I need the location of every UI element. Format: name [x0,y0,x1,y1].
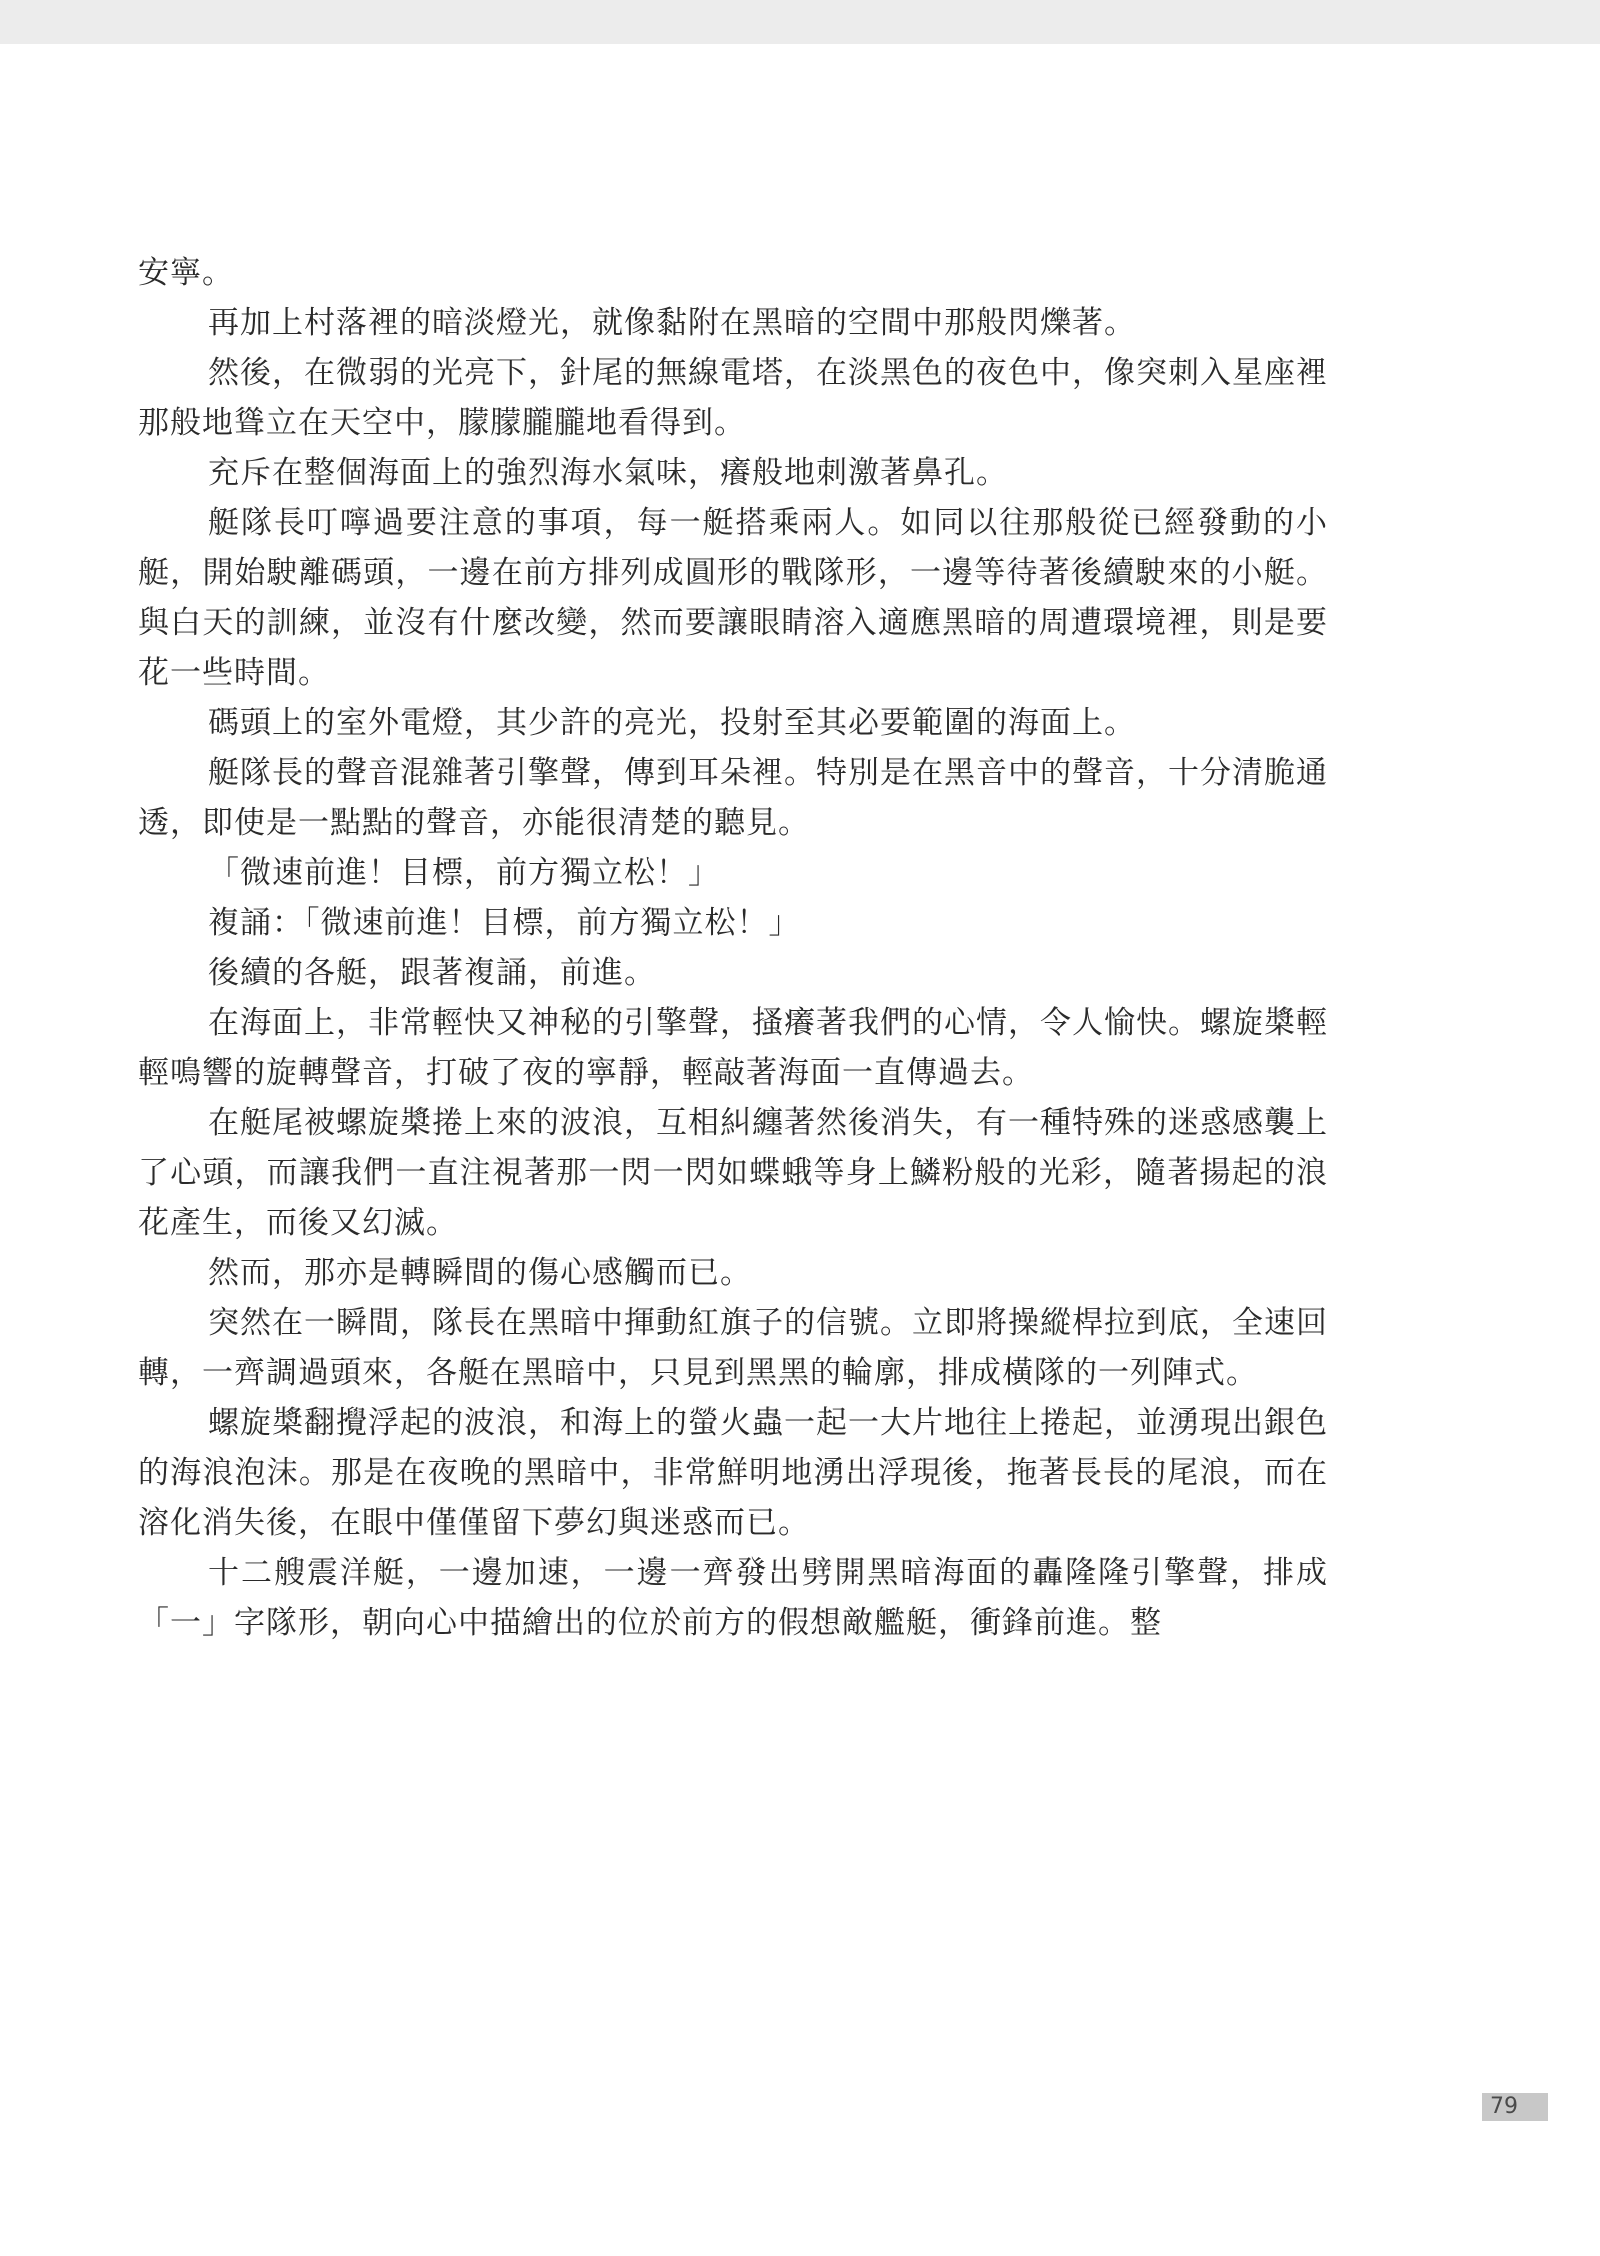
paragraph: 突然在一瞬間，隊長在黑暗中揮動紅旗子的信號。立即將操縱桿拉到底，全速回轉，一齊調過頭來，各艇在黑暗中，只見到黑黑的輪廓，排成橫隊的一列陣式。 [138,1305,1328,1391]
paragraph: 十二艘震洋艇，一邊加速，一邊一齊發出劈開黑暗海面的轟隆隆引擎聲，排成「一」字隊形，朝向心中描繪出的位於前方的假想敵艦艇，衝鋒前進。整 [138,1555,1328,1641]
paragraph: 艇隊長叮嚀過要注意的事項，每一艇搭乘兩人。如同以往那般從已經發動的小艇，開始駛離碼頭，一邊在前方排列成圓形的戰隊形，一邊等待著後續駛來的小艇。與白天的訓練，並沒有什麼改變，然而要讓眼睛溶入適應黑暗的周遭環境裡，則是要花一些時間。 [138,505,1328,691]
paragraph: 碼頭上的室外電燈，其少許的亮光，投射至其必要範圍的海面上。 [208,705,1136,741]
page-number: 79 [1482,2093,1548,2121]
paragraph: 後續的各艇，跟著複誦，前進。 [208,955,656,991]
paragraph: 安寧。 [138,255,234,291]
dialogue-line: 複誦：「微速前進！目標，前方獨立松！」 [208,905,801,941]
paragraph: 再加上村落裡的暗淡燈光，就像黏附在黑暗的空間中那般閃爍著。 [208,305,1136,341]
paragraph: 在海面上，非常輕快又神秘的引擎聲，搔癢著我們的心情，令人愉快。螺旋槳輕輕鳴響的旋轉聲音，打破了夜的寧靜，輕敲著海面一直傳過去。 [138,1005,1328,1091]
paragraph: 然而，那亦是轉瞬間的傷心感觸而已。 [208,1255,752,1291]
paragraph: 充斥在整個海面上的強烈海水氣味，癢般地刺激著鼻孔。 [208,455,1008,491]
paragraph: 在艇尾被螺旋槳捲上來的波浪，互相糾纏著然後消失，有一種特殊的迷惑感襲上了心頭，而讓我們一直注視著那一閃一閃如蝶蛾等身上鱗粉般的光彩，隨著揚起的浪花產生，而後又幻滅。 [138,1105,1328,1241]
paragraph: 然後，在微弱的光亮下，針尾的無線電塔，在淡黑色的夜色中，像突刺入星座裡那般地聳立在天空中，朦朦朧朧地看得到。 [138,355,1328,441]
body-text [138,248,1328,1648]
dialogue-line: 「微速前進！目標，前方獨立松！」 [208,855,720,891]
paragraph: 艇隊長的聲音混雜著引擎聲，傳到耳朵裡。特別是在黑音中的聲音，十分清脆通透，即使是一點點的聲音，亦能很清楚的聽見。 [138,755,1328,841]
scan-top-edge [0,0,1600,44]
paragraph: 螺旋槳翻攪浮起的波浪，和海上的螢火蟲一起一大片地往上捲起，並湧現出銀色的海浪泡沫。那是在夜晚的黑暗中，非常鮮明地湧出浮現後，拖著長長的尾浪，而在溶化消失後，在眼中僅僅留下夢幻與迷惑而已。 [138,1405,1328,1541]
